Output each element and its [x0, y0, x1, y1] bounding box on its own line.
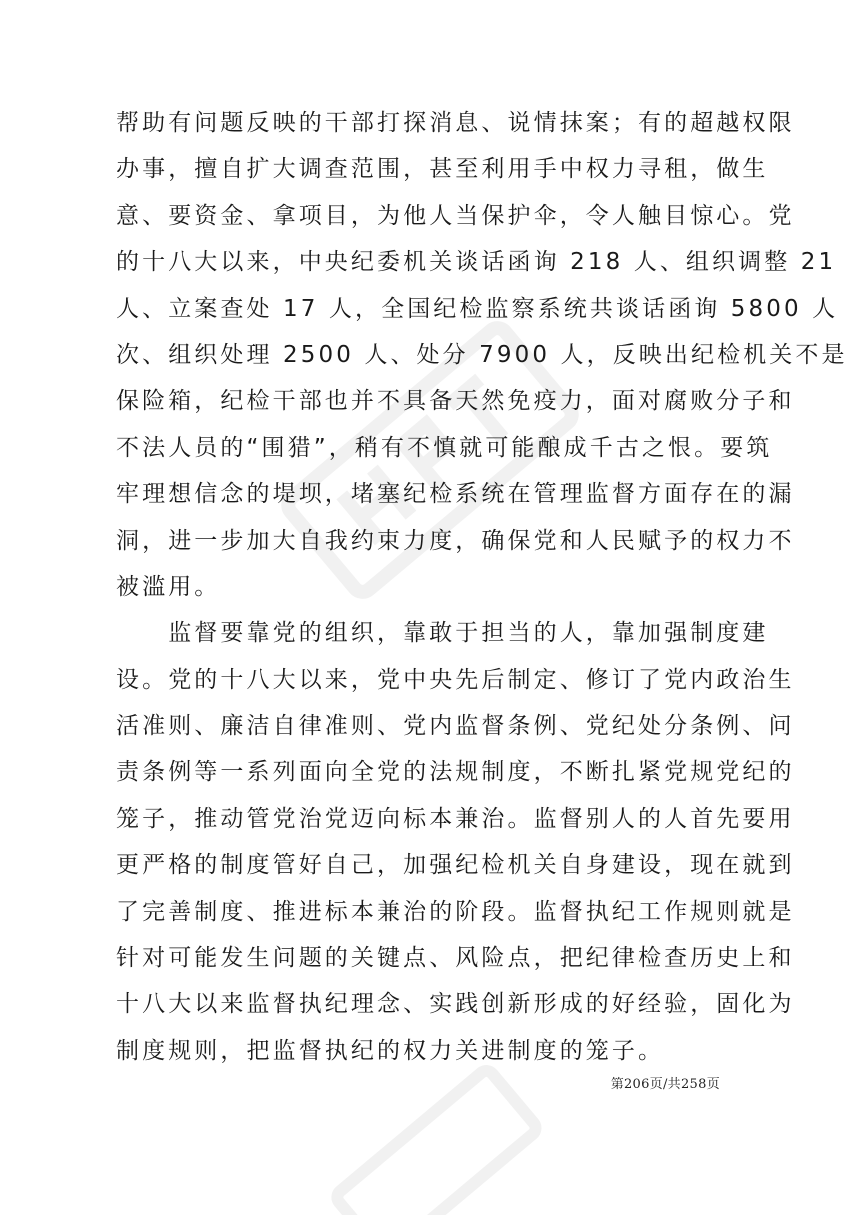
watermark-graphic-bottom: [300, 1095, 560, 1215]
text-line: 帮助有问题反映的干部打探消息、说情抹案；有的超越权限: [116, 110, 795, 136]
text-line: 洞，进一步加大自我约束力度，确保党和人民赋予的权力不: [116, 527, 795, 554]
text-line: 的十八大以来，中央纪委机关谈话函询 218 人、组织调整 21: [116, 249, 837, 276]
text-line: 十八大以来监督执纪理念、实践创新形成的好经验，固化为: [116, 991, 795, 1018]
text-line: 笼子，推动管党治党迈向标本兼治。监督别人的人首先要用: [116, 805, 795, 832]
text-line: 了完善制度、推进标本兼治的阶段。监督执纪工作规则就是: [116, 898, 795, 925]
paragraph-2: [116, 610, 795, 1074]
text-line: 设。党的十八大以来，党中央先后制定、修订了党内政治生: [116, 666, 795, 693]
text-line: 监督要靠党的组织，靠敢于担当的人，靠加强制度建: [116, 620, 769, 647]
page-number: 第206页/共258页: [610, 1077, 720, 1092]
text-line: 责条例等一系列面向全党的法规制度，不断扎紧党规党纪的: [116, 759, 795, 786]
text-line: 保险箱，纪检干部也并不具备天然免疫力，面对腐败分子和: [116, 388, 795, 415]
body-text: [116, 100, 848, 1074]
paragraph-1: [116, 100, 848, 610]
text-line: 制度规则，把监督执纪的权力关进制度的笼子。: [116, 1037, 665, 1064]
text-line: 更严格的制度管好自己，加强纪检机关自身建设，现在就到: [116, 852, 795, 879]
text-line: 牢理想信念的堤坝，堵塞纪检系统在管理监督方面存在的漏: [116, 481, 795, 508]
text-line: 次、组织处理 2500 人、处分 7900 人，反映出纪检机关不是: [116, 341, 848, 368]
text-line: 被滥用。: [116, 573, 221, 600]
text-line: 办事，擅自扩大调查范围，甚至利用手中权力寻租，做生: [116, 156, 769, 183]
text-line: 意、要资金、拿项目，为他人当保护伞，令人触目惊心。党: [116, 202, 795, 229]
text-line: 针对可能发生问题的关键点、风险点，把纪律检查历史上和: [116, 945, 795, 972]
text-line: 人、立案查处 17 人，全国纪检监察系统共谈话函询 5800 人: [116, 295, 839, 322]
text-line: 活准则、廉洁自律准则、党内监督条例、党纪处分条例、问: [116, 713, 795, 740]
text-line: 不法人员的“围猎”，稍有不慎就可能酿成千古之恨。要筑: [116, 434, 773, 461]
